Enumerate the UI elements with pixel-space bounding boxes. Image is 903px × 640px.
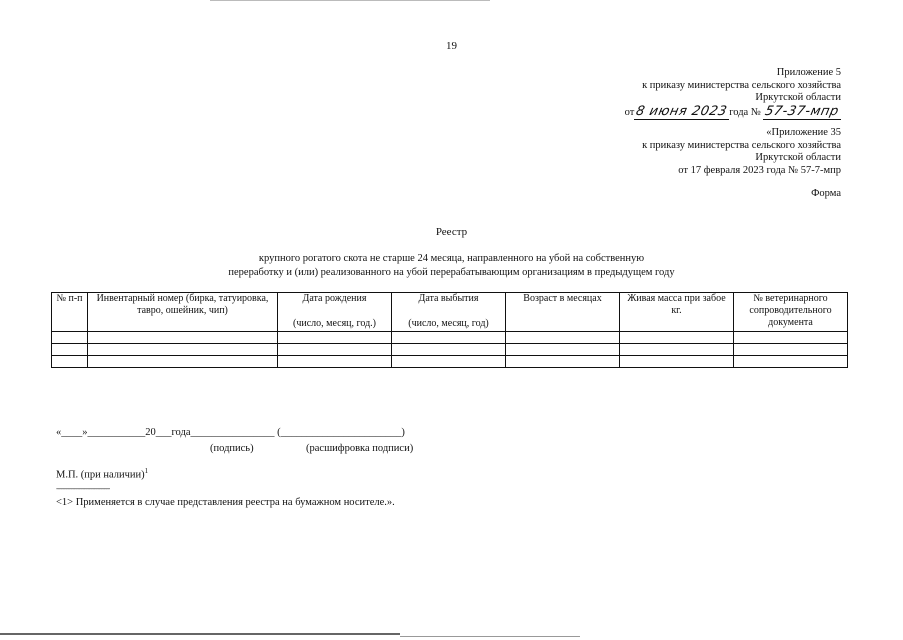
table-cell	[620, 332, 734, 344]
header-exit-date-hint: (число, месяц, год)	[408, 318, 489, 329]
table-cell	[52, 344, 88, 356]
registry-table	[51, 292, 848, 368]
header-weight: Живая масса при забое кг.	[620, 293, 734, 332]
subtitle-line-1: крупного рогатого скота не старше 24 месяца, направленного на убой на собственную	[258, 253, 645, 264]
appendix-35-block	[642, 127, 841, 177]
table-row	[52, 332, 848, 344]
signature-label: (подпись)	[210, 443, 254, 454]
footnote-separator: --------------------------------	[56, 484, 110, 493]
header-birth-date: Дата рождения (число, месяц, год.)	[278, 293, 392, 332]
appendix-35-region: Иркутской области	[755, 152, 841, 163]
decode-label: (расшифровка подписи)	[306, 443, 414, 454]
appendix-5-order: к приказу министерства сельского хозяйства	[642, 79, 841, 91]
appendix-35-title: «Приложение 35	[766, 127, 841, 138]
scan-edge-line	[210, 0, 490, 1]
table-cell	[392, 356, 506, 368]
table-cell	[392, 344, 506, 356]
page-number: 19	[446, 40, 457, 52]
table-cell	[52, 332, 88, 344]
header-vet-doc: № ветеринарного сопроводительного документа	[734, 293, 848, 332]
table-cell	[506, 356, 620, 368]
date-prefix: от	[624, 106, 635, 118]
header-age: Возраст в месяцах	[506, 293, 620, 332]
scan-bottom-edge	[0, 633, 400, 635]
table-row	[52, 344, 848, 356]
table-cell	[88, 344, 278, 356]
handwritten-date: 8 июня 2023	[634, 103, 729, 119]
appendix-5-title: Приложение 5	[776, 67, 841, 78]
signature-line: «____»___________20___года________________ (_______________________)	[56, 427, 405, 438]
document-title: Реестр	[435, 226, 468, 238]
header-birth-date-hint: (число, месяц, год.)	[292, 318, 377, 329]
table-header-row	[52, 293, 848, 332]
table-body	[52, 332, 848, 368]
table-cell	[278, 332, 392, 344]
table-cell	[506, 344, 620, 356]
appendix-35-date: от 17 февраля 2023 года № 57-7-мпр	[678, 164, 841, 176]
table-cell	[88, 356, 278, 368]
table-cell	[734, 344, 848, 356]
table-cell	[392, 332, 506, 344]
appendix-5-block	[625, 67, 841, 120]
table-cell	[278, 344, 392, 356]
header-inventory: Инвентарный номер (бирка, татуировка, тавро, ошейник, чип)	[88, 293, 278, 332]
subtitle-line-2: переработку и (или) реализованного на убой перерабатывающим организациям в предыдущем году	[228, 267, 675, 278]
table-cell	[506, 332, 620, 344]
appendix-5-region: Иркутской области	[755, 92, 841, 103]
table-cell	[734, 356, 848, 368]
stamp-line	[56, 467, 148, 481]
table-cell	[620, 356, 734, 368]
header-number: № п-п	[52, 293, 88, 332]
table-cell	[52, 356, 88, 368]
date-mid: года №	[729, 106, 761, 118]
table-cell	[88, 332, 278, 344]
scan-bottom-edge-2	[400, 636, 580, 637]
form-label: Форма	[811, 188, 841, 199]
table-row	[52, 356, 848, 368]
handwritten-number: 57-37-мпр	[763, 103, 841, 119]
document-subtitle	[0, 252, 903, 280]
header-exit-date: Дата выбытия (число, месяц, год)	[392, 293, 506, 332]
footnote-text: <1> Применяется в случае представления реестра на бумажном носителе.».	[56, 497, 395, 508]
stamp-text: М.П. (при наличии)	[56, 469, 145, 481]
table-cell	[734, 332, 848, 344]
table-cell	[278, 356, 392, 368]
appendix-5-date-line	[624, 103, 841, 120]
table-cell	[620, 344, 734, 356]
stamp-footnote-mark: 1	[144, 467, 149, 475]
appendix-35-order: к приказу министерства сельского хозяйства	[642, 139, 841, 151]
